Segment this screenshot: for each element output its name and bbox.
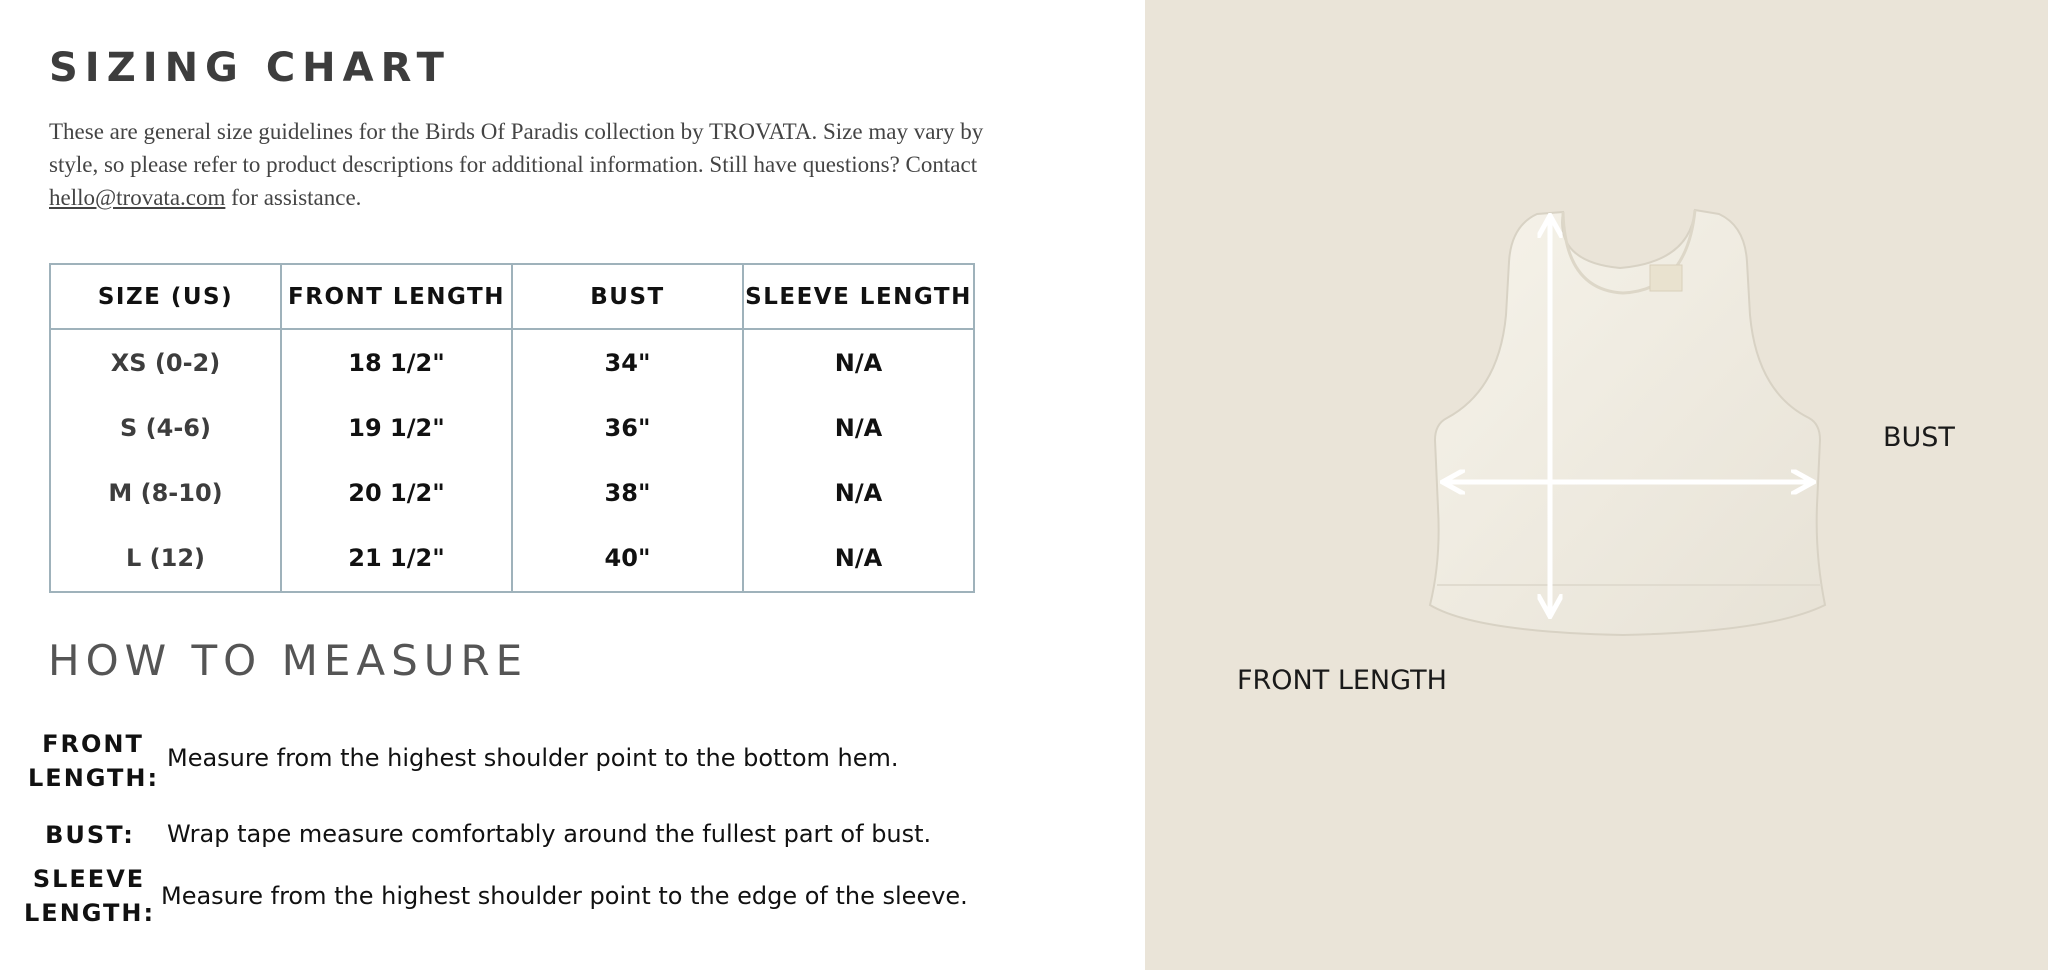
cell-front-length: 20 1/2" bbox=[281, 460, 512, 525]
cell-bust: 34" bbox=[512, 329, 743, 395]
cell-bust: 36" bbox=[512, 395, 743, 460]
intro-paragraph bbox=[49, 115, 989, 214]
cell-front-length: 19 1/2" bbox=[281, 395, 512, 460]
table-row bbox=[50, 526, 974, 592]
table-row bbox=[50, 395, 974, 460]
cell-size: S (4-6) bbox=[50, 395, 281, 460]
measure-label-line: LENGTH: bbox=[24, 899, 156, 927]
intro-text-before: These are general size guidelines for the Birds Of Paradis collection by TROVATA. Size may vary by style, so please refer to product descriptions for additional information. Still have questions? Contact bbox=[49, 119, 984, 177]
table-row bbox=[50, 460, 974, 525]
how-to-measure-heading: HOW TO MEASURE bbox=[48, 636, 529, 685]
measure-text-front-length: Measure from the highest shoulder point to the bottom hem. bbox=[167, 744, 899, 772]
measure-label-sleeve-length bbox=[24, 862, 154, 930]
sleeveless-top-illustration bbox=[1145, 0, 2048, 970]
cell-bust: 40" bbox=[512, 526, 743, 592]
measure-label-line: BUST: bbox=[45, 821, 135, 849]
header-size: SIZE (US) bbox=[50, 264, 281, 329]
header-sleeve-length: SLEEVE LENGTH bbox=[743, 264, 974, 329]
cell-sleeve-length: N/A bbox=[743, 460, 974, 525]
garment-tag bbox=[1650, 265, 1682, 291]
cell-size: L (12) bbox=[50, 526, 281, 592]
measure-label-line: SLEEVE bbox=[32, 865, 146, 893]
bust-callout-label: BUST bbox=[1883, 422, 1955, 453]
cell-size: M (8-10) bbox=[50, 460, 281, 525]
contact-email-link[interactable]: hello@trovata.com bbox=[49, 185, 226, 210]
page-title: SIZING CHART bbox=[49, 45, 451, 91]
header-front-length: FRONT LENGTH bbox=[281, 264, 512, 329]
front-length-callout-label: FRONT LENGTH bbox=[1237, 665, 1447, 696]
cell-bust: 38" bbox=[512, 460, 743, 525]
measure-label-front-length bbox=[28, 727, 158, 795]
table-header-row bbox=[50, 264, 974, 329]
cell-sleeve-length: N/A bbox=[743, 329, 974, 395]
table-row bbox=[50, 329, 974, 395]
cell-front-length: 18 1/2" bbox=[281, 329, 512, 395]
garment-image-panel bbox=[1145, 0, 2048, 970]
sizing-table bbox=[49, 263, 975, 593]
measure-label-bust bbox=[28, 818, 152, 852]
measure-text-bust: Wrap tape measure comfortably around the fullest part of bust. bbox=[167, 820, 932, 848]
measure-label-line: FRONT bbox=[42, 730, 144, 758]
cell-sleeve-length: N/A bbox=[743, 526, 974, 592]
intro-text-after: for assistance. bbox=[225, 185, 362, 210]
cell-size: XS (0-2) bbox=[50, 329, 281, 395]
cell-sleeve-length: N/A bbox=[743, 395, 974, 460]
header-bust: BUST bbox=[512, 264, 743, 329]
measure-label-line: LENGTH: bbox=[28, 764, 160, 792]
cell-front-length: 21 1/2" bbox=[281, 526, 512, 592]
measure-text-sleeve-length: Measure from the highest shoulder point to the edge of the sleeve. bbox=[161, 882, 968, 910]
garment-body bbox=[1430, 210, 1825, 635]
